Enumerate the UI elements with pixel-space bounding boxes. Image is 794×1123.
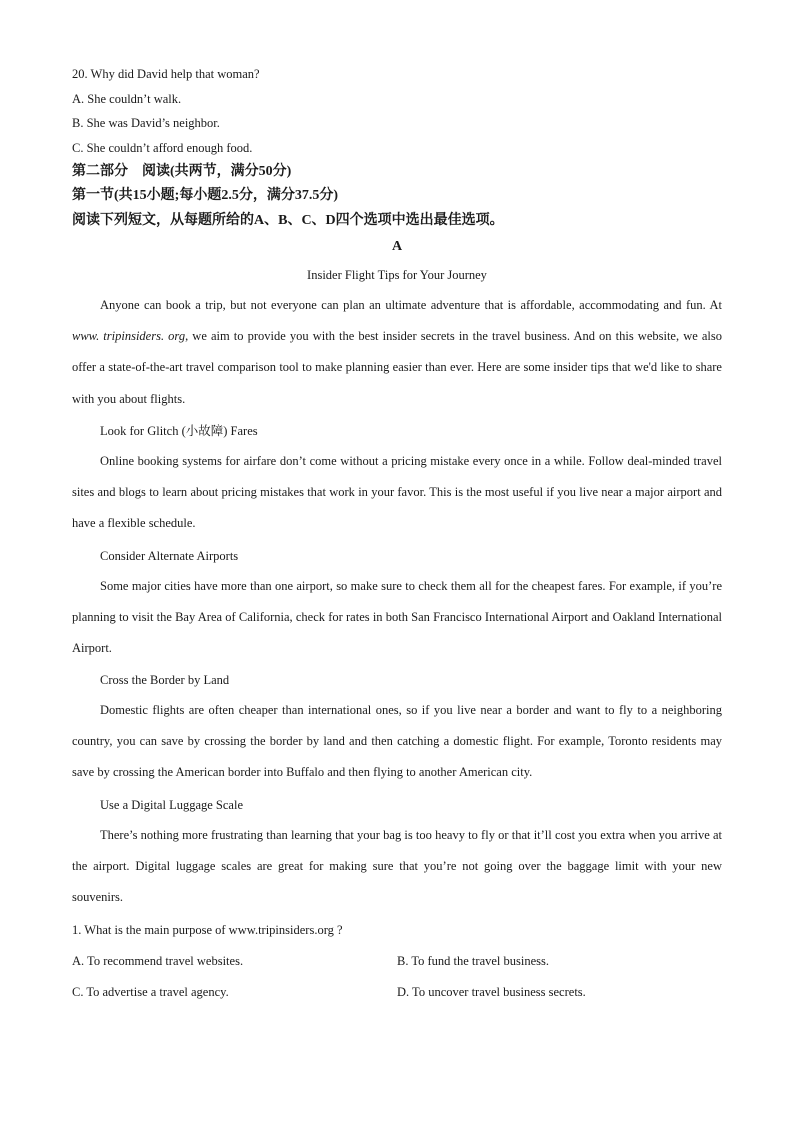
q1-option-d: D. To uncover travel business secrets.	[397, 985, 586, 999]
tip-body-glitch: Online booking systems for airfare don’t come without a pricing mistake every once in a while. Follow deal-minded travel sites and blogs to learn about pricing mistakes that work in your favor. This is the most useful if you live near a major airport and have a flexible schedule.	[72, 454, 722, 531]
tip-heading-airports: Consider Alternate Airports	[100, 549, 239, 563]
intro-text-start: Anyone can book a trip, but not everyone can plan an ultimate adventure that is affordable, accommodating and fun. At	[100, 298, 722, 312]
q20-option-a: A. She couldn’t walk.	[72, 92, 182, 106]
q1-option-b: B. To fund the travel business.	[397, 954, 550, 968]
passage-letter: A	[391, 239, 403, 254]
intro-paragraph	[72, 290, 722, 415]
intro-text-end: , we aim to provide you with the best insider secrets in the travel business. And on this website, we also offer a state-of-the-art travel comparison tool to make planning easier than ever. Here are some insider tips that we'd like to share with you about flights.	[72, 329, 722, 406]
q20-option-b: B. She was David’s neighbor.	[72, 116, 220, 130]
passage-title: Insider Flight Tips for Your Journey	[307, 268, 487, 282]
question-20: 20. Why did David help that woman?	[72, 67, 260, 81]
instruction: 阅读下列短文，从每题所给的A、B、C、D四个选项中选出最佳选项。	[72, 213, 504, 228]
q20-option-c: C. She couldn’t afford enough food.	[72, 141, 253, 155]
subsection-heading: 第一节(共15小题;每小题2.5分，满分37.5分)	[72, 188, 338, 203]
tip-body-luggage: There’s nothing more frustrating than learning that your bag is too heavy to fly or that it’ll cost you extra when you arrive at the airport. Digital luggage scales are great for making sure that you’re not going over the baggage limit with your new souvenirs.	[72, 828, 722, 905]
q1-option-c: C. To advertise a travel agency.	[72, 985, 229, 999]
tip-body-border: Domestic flights are often cheaper than international ones, so if you live near a border and want to fly to a neighboring country, you can save by crossing the border by land and then catching a domestic flight. For example, Toronto residents may save by crossing the American border into Buffalo and then flying to another American city.	[72, 703, 722, 780]
part-heading: 第二部分 阅读(共两节，满分50分)	[72, 164, 292, 179]
question-1: 1. What is the main purpose of www.tripinsiders.org ?	[72, 923, 343, 937]
tip-heading-luggage: Use a Digital Luggage Scale	[100, 798, 244, 812]
tip-heading-border: Cross the Border by Land	[100, 673, 230, 687]
website-link[interactable]: www. tripinsiders. org	[72, 329, 186, 344]
q1-option-a: A. To recommend travel websites.	[72, 954, 244, 968]
tip-heading-glitch: Look for Glitch (小故障) Fares	[100, 424, 258, 438]
tip-body-airports: Some major cities have more than one airport, so make sure to check them all for the cheapest fares. For example, if you’re planning to visit the Bay Area of California, check for rates in both San Francisco International Airport and Oakland International Airport.	[72, 579, 722, 656]
